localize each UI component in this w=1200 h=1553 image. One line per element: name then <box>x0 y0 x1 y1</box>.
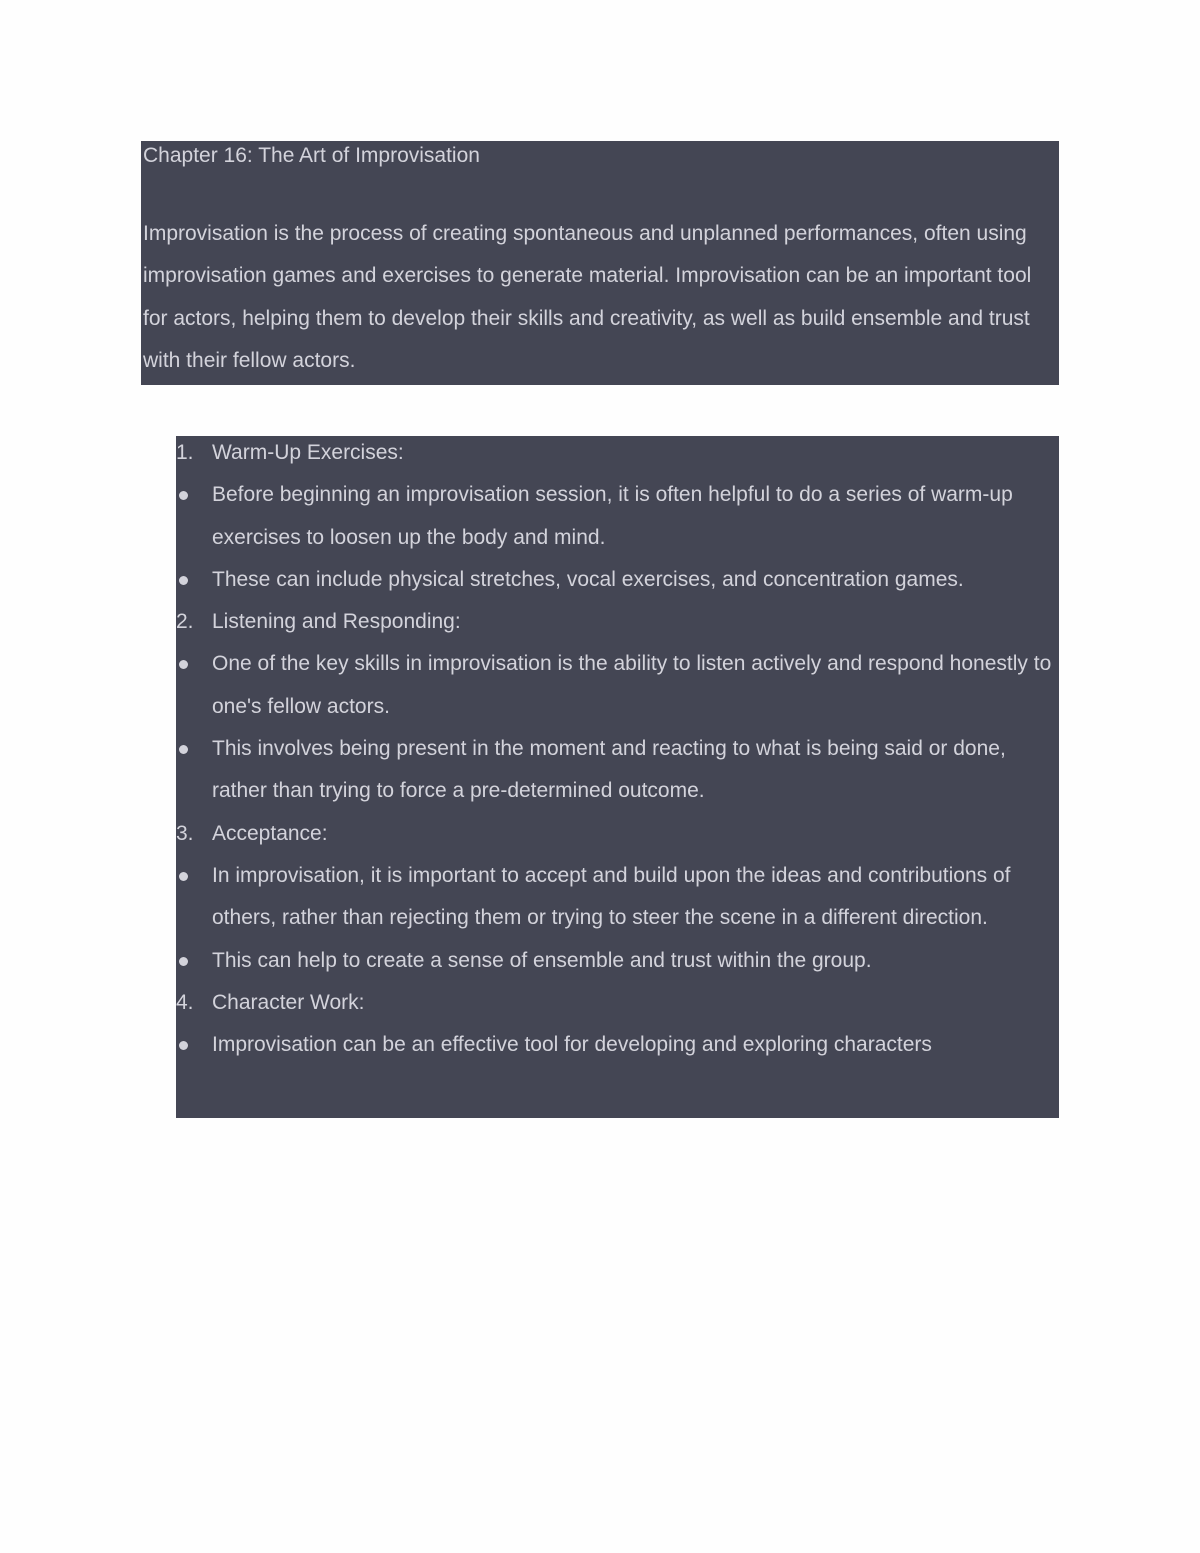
bullet-icon <box>179 491 188 500</box>
bullet-icon <box>179 745 188 754</box>
list-item <box>176 940 1059 982</box>
list-item-text: One of the key skills in improvisation is the ability to listen actively and respond honestly to one's fellow actors. <box>212 652 1052 718</box>
list-item <box>176 643 1059 728</box>
chapter-title: Chapter 16: The Art of Improvisation <box>143 144 480 167</box>
list-item-text: This can help to create a sense of ensemble and trust within the group. <box>212 948 872 972</box>
sections-list <box>176 436 1059 1118</box>
list-item-text: Improvisation can be an effective tool for developing and exploring characters <box>212 1033 932 1057</box>
section-number: 4. <box>176 990 194 1014</box>
bullet-icon <box>179 576 188 585</box>
bullet-icon <box>179 872 188 881</box>
section-number: 1. <box>176 441 194 464</box>
section-number: 3. <box>176 821 194 845</box>
list-item-text: In improvisation, it is important to accept and build upon the ideas and contributions of others, rather than rejecting them or trying to steer the scene in a different direction. <box>212 863 1011 930</box>
list-item-text: Before beginning an improvisation session, it is often helpful to do a series of warm-up exercises to loosen up the body and mind. <box>212 483 1013 549</box>
section-number: 2. <box>176 610 194 634</box>
section-heading-text: Character Work: <box>212 990 365 1014</box>
section-heading-4 <box>176 982 1059 1024</box>
bullet-icon <box>179 1041 188 1050</box>
intro-block <box>141 141 1059 385</box>
list-item-text: These can include physical stretches, vocal exercises, and concentration games. <box>212 567 964 591</box>
section-heading-2 <box>176 601 1059 643</box>
section-heading-1 <box>176 436 1059 474</box>
list-item <box>176 559 1059 601</box>
list-item <box>176 474 1059 559</box>
list-item <box>176 855 1059 940</box>
list-item <box>176 1024 1059 1066</box>
section-heading-text: Warm-Up Exercises: <box>212 441 404 464</box>
section-heading-text: Listening and Responding: <box>212 610 461 634</box>
list-item-text: This involves being present in the moment and reacting to what is being said or done, rather than trying to force a pre-determined outcome. <box>212 737 1006 803</box>
bullet-icon <box>179 957 188 966</box>
section-heading-text: Acceptance: <box>212 821 328 845</box>
intro-paragraph: Improvisation is the process of creating spontaneous and unplanned performances, often using improvisation games and exercises to generate material. Improvisation can be an important tool for actors, helping them to develop their skills and creativity, as well as build ensemble and trust with their fellow actors. <box>143 222 1032 372</box>
list-item <box>176 728 1059 813</box>
section-heading-3 <box>176 813 1059 855</box>
bullet-icon <box>179 660 188 669</box>
